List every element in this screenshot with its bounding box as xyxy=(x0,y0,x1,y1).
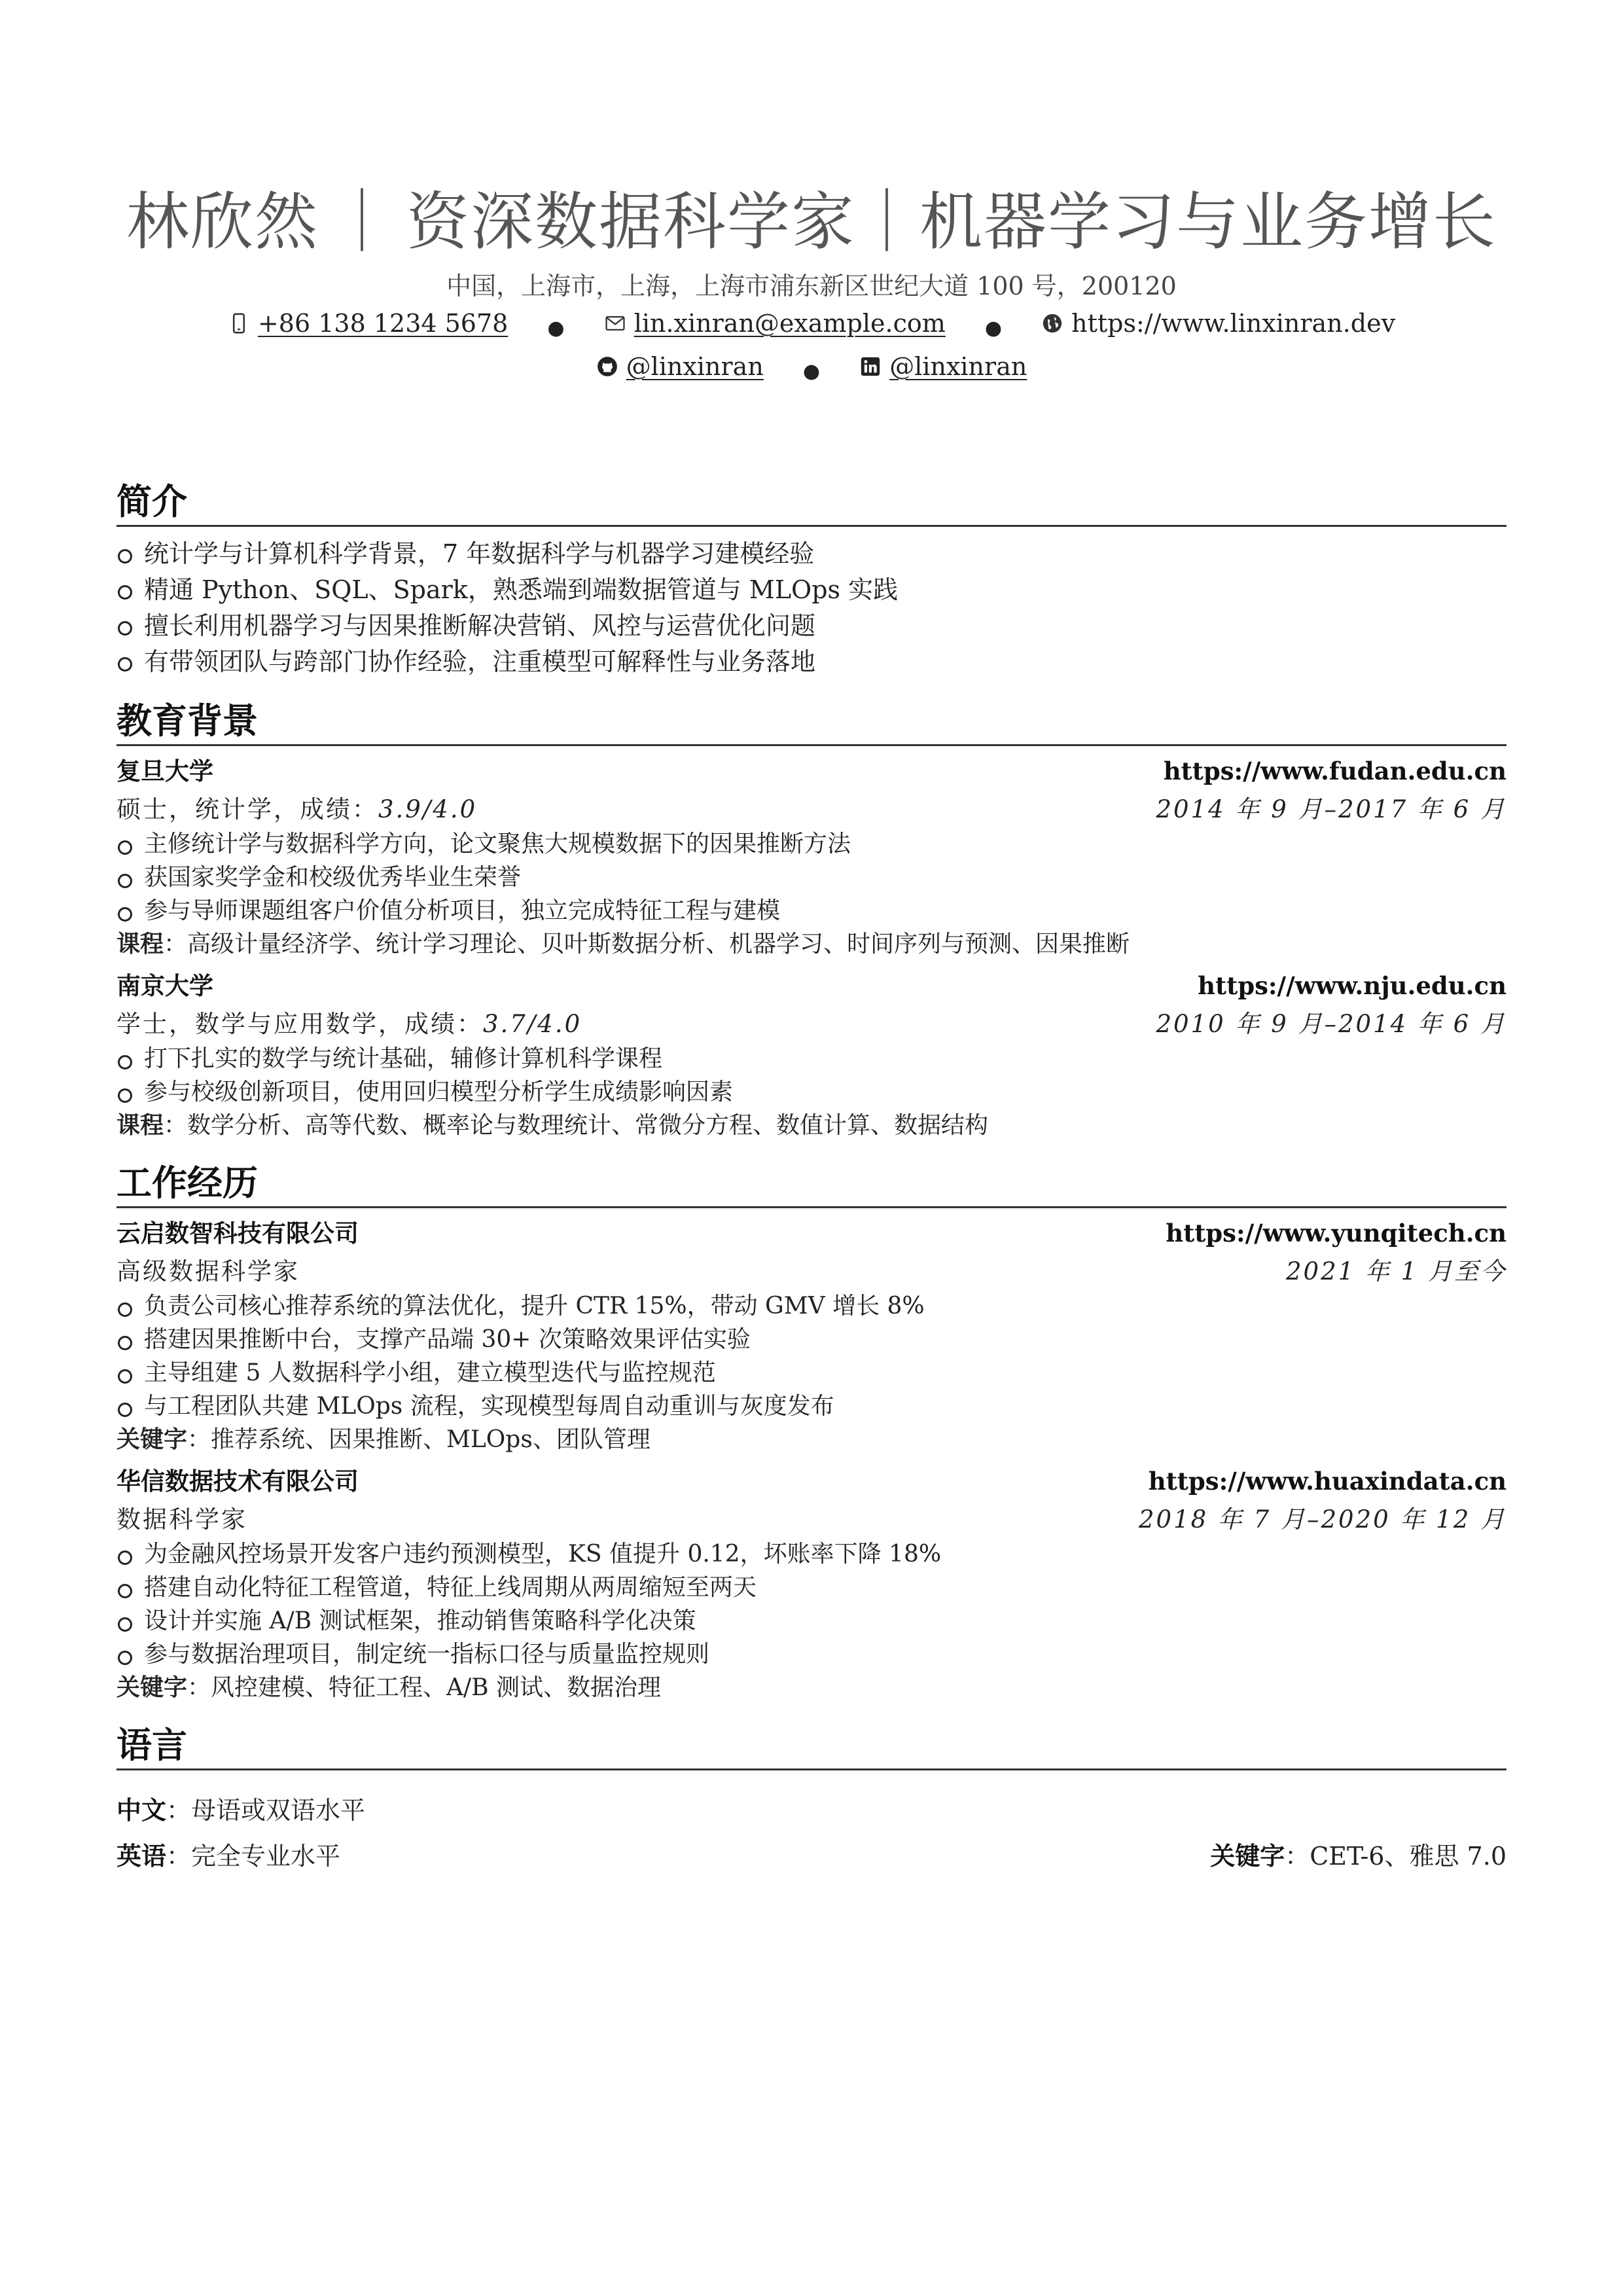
courses-text: ：数学分析、高等代数、概率论与数理统计、常微分方程、数值计算、数据结构 xyxy=(164,1112,989,1139)
list-item: 获国家奖学金和校级优秀毕业生荣誉 xyxy=(116,861,1507,894)
email-contact[interactable] xyxy=(604,305,946,342)
entry-sub-row xyxy=(116,1004,1507,1042)
list-item: 擅长利用机器学习与因果推断解决营销、风控与运营优化问题 xyxy=(116,608,1507,644)
contact-line-2 xyxy=(116,348,1507,390)
achievement-list xyxy=(116,1042,1507,1109)
summary-list xyxy=(116,536,1507,680)
gpa-value: 3.7/4.0 xyxy=(483,1010,582,1038)
school-url-link[interactable]: https://www.nju.edu.cn xyxy=(1198,971,1507,1000)
name-title-heading xyxy=(116,0,1507,259)
list-item: 搭建自动化特征工程管道，特征上线周期从两周缩短至两天 xyxy=(116,1571,1507,1604)
education-entry xyxy=(116,754,1507,961)
company-name: 华信数据技术有限公司 xyxy=(116,1467,359,1496)
website-contact[interactable] xyxy=(1041,305,1395,342)
linkedin-link[interactable]: @linxinran xyxy=(889,352,1027,381)
languages-section xyxy=(116,1723,1507,1879)
language-row-chinese xyxy=(116,1787,1507,1833)
english-keywords xyxy=(1210,1833,1507,1879)
title-separator: ｜ xyxy=(330,185,395,259)
contact-separator: ● xyxy=(984,317,1003,340)
list-item: 主导组建 5 人数据科学小组，建立模型迭代与监控规范 xyxy=(116,1356,1507,1390)
job-title: 资深数据科学家｜机器学习与业务增长 xyxy=(406,185,1497,259)
keywords-label: 关键字 xyxy=(116,1674,188,1701)
phone-contact[interactable] xyxy=(228,305,508,342)
language-level: ：完全专业水平 xyxy=(166,1842,341,1871)
work-section xyxy=(116,1160,1507,1704)
globe-icon xyxy=(1041,312,1063,334)
school-name: 复旦大学 xyxy=(116,757,213,785)
list-item: 为金融风控场景开发客户违约预测模型，KS 值提升 0.12，坏账率下降 18% xyxy=(116,1537,1507,1571)
responsibility-list xyxy=(116,1537,1507,1671)
keywords-text: ：风控建模、特征工程、A/B 测试、数据治理 xyxy=(187,1674,662,1701)
date-range: 2014 年 9 月–2017 年 6 月 xyxy=(1156,795,1507,823)
entry-header-row xyxy=(116,969,1507,1004)
work-entry xyxy=(116,1464,1507,1704)
keywords-label: 关键字 xyxy=(116,1426,188,1453)
list-item: 主修统计学与数据科学方向，论文聚焦大规模数据下的因果推断方法 xyxy=(116,827,1507,861)
list-item: 打下扎实的数学与统计基础，辅修计算机科学课程 xyxy=(116,1042,1507,1075)
section-heading-work: 工作经历 xyxy=(116,1160,1507,1208)
entry-header-row xyxy=(116,1216,1507,1251)
keywords-line xyxy=(116,1671,1507,1704)
gpa-value: 3.9/4.0 xyxy=(378,795,478,823)
resume-page xyxy=(116,0,1507,1879)
contact-separator: ● xyxy=(547,317,565,340)
person-name: 林欣然 xyxy=(126,185,319,259)
keywords-label: 关键字 xyxy=(1210,1842,1285,1871)
list-item: 参与校级创新项目，使用回归模型分析学生成绩影响因素 xyxy=(116,1075,1507,1109)
contact-separator: ● xyxy=(802,360,821,383)
contact-line-1 xyxy=(116,305,1507,347)
degree-info xyxy=(116,1007,582,1042)
section-heading-languages: 语言 xyxy=(116,1723,1507,1770)
school-name: 南京大学 xyxy=(116,972,213,1000)
entry-header-row xyxy=(116,1464,1507,1499)
resume-header xyxy=(116,0,1507,390)
language-label: 中文 xyxy=(116,1796,167,1825)
entry-sub-row xyxy=(116,1251,1507,1289)
address: 中国，上海市，上海，上海市浦东新区世纪大道 100 号，200120 xyxy=(446,272,1177,300)
responsibility-list xyxy=(116,1289,1507,1423)
section-heading-summary: 简介 xyxy=(116,479,1507,527)
courses-line xyxy=(116,1109,1507,1142)
list-item: 统计学与计算机科学背景，7 年数据科学与机器学习建模经验 xyxy=(116,536,1507,572)
list-item: 有带领团队与跨部门协作经验，注重模型可解释性与业务落地 xyxy=(116,644,1507,680)
list-item: 负责公司核心推荐系统的算法优化，提升 CTR 15%，带动 GMV 增长 8% xyxy=(116,1289,1507,1323)
work-entry xyxy=(116,1216,1507,1456)
entry-header-row xyxy=(116,754,1507,789)
english-language xyxy=(116,1833,340,1879)
company-url-link[interactable]: https://www.yunqitech.cn xyxy=(1166,1219,1507,1247)
courses-label: 课程 xyxy=(116,931,164,958)
courses-text: ：高级计量经济学、统计学习理论、贝叶斯数据分析、机器学习、时间序列与预测、因果推断 xyxy=(164,931,1130,958)
email-link[interactable]: lin.xinran@example.com xyxy=(633,309,946,338)
language-level: ：母语或双语水平 xyxy=(166,1796,366,1825)
achievement-list xyxy=(116,827,1507,927)
job-role: 数据科学家 xyxy=(116,1505,247,1534)
language-row-english xyxy=(116,1833,1507,1879)
website-link[interactable]: https://www.linxinran.dev xyxy=(1071,309,1396,338)
linkedin-icon xyxy=(859,355,882,378)
chinese-language xyxy=(116,1787,365,1833)
entry-sub-row xyxy=(116,789,1507,827)
github-link[interactable]: @linxinran xyxy=(626,352,764,381)
job-role: 高级数据科学家 xyxy=(116,1257,300,1285)
education-entry xyxy=(116,969,1507,1142)
section-heading-education: 教育背景 xyxy=(116,698,1507,746)
list-item: 参与导师课题组客户价值分析项目，独立完成特征工程与建模 xyxy=(116,894,1507,927)
list-item: 设计并实施 A/B 测试框架，推动销售策略科学化决策 xyxy=(116,1604,1507,1638)
list-item: 搭建因果推断中台，支撑产品端 30+ 次策略效果评估实验 xyxy=(116,1323,1507,1356)
list-item: 精通 Python、SQL、Spark，熟悉端到端数据管道与 MLOps 实践 xyxy=(116,572,1507,608)
mobile-phone-icon xyxy=(228,312,250,334)
date-range: 2018 年 7 月–2020 年 12 月 xyxy=(1138,1505,1507,1534)
courses-label: 课程 xyxy=(116,1112,164,1139)
languages-list xyxy=(116,1787,1507,1879)
company-name: 云启数智科技有限公司 xyxy=(116,1219,359,1247)
linkedin-contact[interactable] xyxy=(859,348,1027,385)
degree-info xyxy=(116,792,477,827)
courses-line xyxy=(116,927,1507,961)
degree-text: 硕士，统计学，成绩： xyxy=(116,795,378,823)
github-icon xyxy=(596,355,618,378)
degree-text: 学士，数学与应用数学，成绩： xyxy=(116,1010,483,1038)
school-url-link[interactable]: https://www.fudan.edu.cn xyxy=(1163,757,1507,785)
phone-link[interactable]: +86 138 1234 5678 xyxy=(257,309,508,338)
date-range: 2021 年 1 月至今 xyxy=(1286,1257,1507,1285)
keywords-line xyxy=(116,1423,1507,1456)
education-section xyxy=(116,698,1507,1142)
keywords-text: ：CET-6、雅思 7.0 xyxy=(1285,1842,1507,1871)
company-url-link[interactable]: https://www.huaxindata.cn xyxy=(1148,1467,1507,1496)
envelope-icon xyxy=(604,312,626,334)
github-contact[interactable] xyxy=(596,348,764,385)
list-item: 与工程团队共建 MLOps 流程，实现模型每周自动重训与灰度发布 xyxy=(116,1390,1507,1423)
summary-section xyxy=(116,479,1507,680)
list-item: 参与数据治理项目，制定统一指标口径与质量监控规则 xyxy=(116,1638,1507,1671)
entry-sub-row xyxy=(116,1499,1507,1537)
language-label: 英语 xyxy=(116,1842,167,1871)
keywords-text: ：推荐系统、因果推断、MLOps、团队管理 xyxy=(187,1426,651,1453)
date-range: 2010 年 9 月–2014 年 6 月 xyxy=(1156,1010,1507,1038)
